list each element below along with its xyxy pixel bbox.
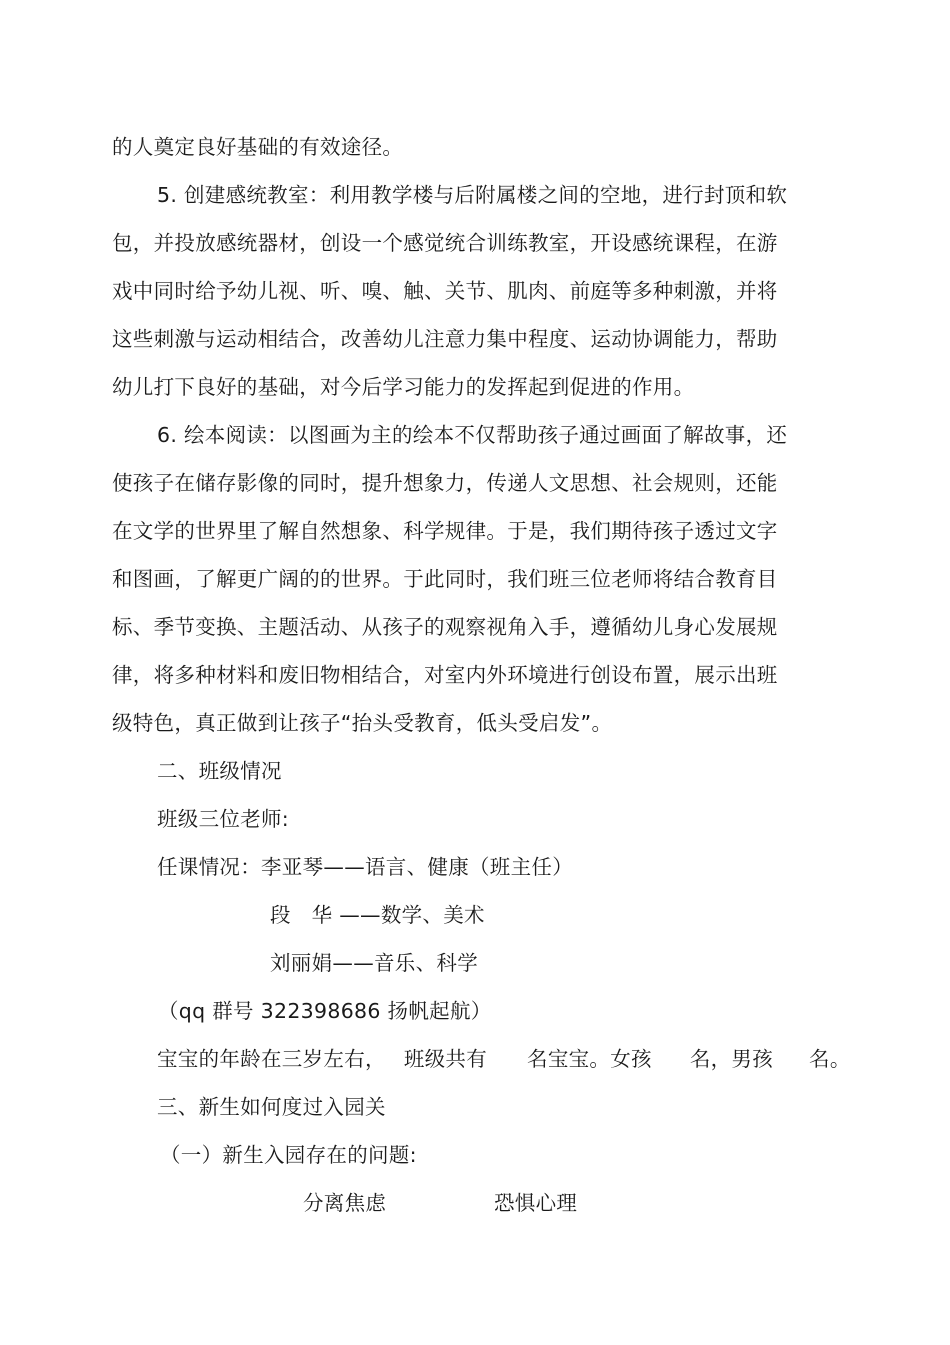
teacher3-line: 刘丽娟——音乐、科学: [270, 951, 478, 975]
item5-line-4: 这些刺激与运动相结合，改善幼儿注意力集中程度、运动协调能力，帮助: [112, 327, 778, 351]
age-text-1: 宝宝的年龄在三岁左右，: [157, 1047, 386, 1071]
section3-heading: 三、新生如何度过入园关: [157, 1095, 386, 1119]
section2-heading: 二、班级情况: [157, 759, 282, 783]
duty-line: 任课情况：李亚琴——语言、健康（班主任）: [157, 855, 573, 879]
item6-line-4: 和图画，了解更广阔的的世界。于此同时，我们班三位老师将结合教育目: [112, 567, 778, 591]
item5-line-2: 包，并投放感统器材，创设一个感觉统合训练教室，开设感统课程，在游: [112, 231, 778, 255]
section3-sub1: （一）新生入园存在的问题:: [160, 1143, 417, 1167]
item5-line-3: 戏中同时给予幼儿视、听、嗅、触、关节、肌肉、前庭等多种刺激，并将: [112, 279, 778, 303]
item6-line-6: 律，将多种材料和废旧物相结合，对室内外环境进行创设布置，展示出班: [112, 663, 778, 687]
item5-line-5: 幼儿打下良好的基础，对今后学习能力的发挥起到促进的作用。: [112, 375, 695, 399]
item5-line-1: 5. 创建感统教室：利用教学楼与后附属楼之间的空地，进行封顶和软: [157, 183, 788, 207]
teachers-label: 班级三位老师:: [157, 807, 290, 831]
item6-line-3: 在文学的世界里了解自然想象、科学规律。于是，我们期待孩子透过文字: [112, 519, 778, 543]
item6-line-5: 标、季节变换、主题活动、从孩子的观察视角入手，遵循幼儿身心发展规: [112, 615, 778, 639]
item6-line-2: 使孩子在储存影像的同时，提升想象力，传递人文思想、社会规则，还能: [112, 471, 778, 495]
age-text-4: 名，男孩: [689, 1047, 774, 1071]
problem-separation-anxiety: 分离焦虑: [303, 1191, 387, 1215]
age-line: [157, 1045, 851, 1073]
qq-group-line: （qq 群号 322398686 扬帆起航）: [158, 999, 492, 1023]
age-text-5: 名。: [809, 1047, 851, 1071]
age-text-2: 班级共有: [403, 1047, 488, 1071]
item6-line-1: 6. 绘本阅读：以图画为主的绘本不仅帮助孩子通过画面了解故事，还: [157, 423, 788, 447]
age-text-3: 名宝宝。女孩: [527, 1047, 652, 1071]
paragraph-line: 的人奠定良好基础的有效途径。: [112, 135, 404, 159]
item6-line-7: 级特色，真正做到让孩子“抬头受教育，低头受启发”。: [112, 711, 613, 735]
teacher2-line: 段 华 ——数学、美术: [270, 903, 485, 927]
problem-fear: 恐惧心理: [494, 1191, 578, 1215]
